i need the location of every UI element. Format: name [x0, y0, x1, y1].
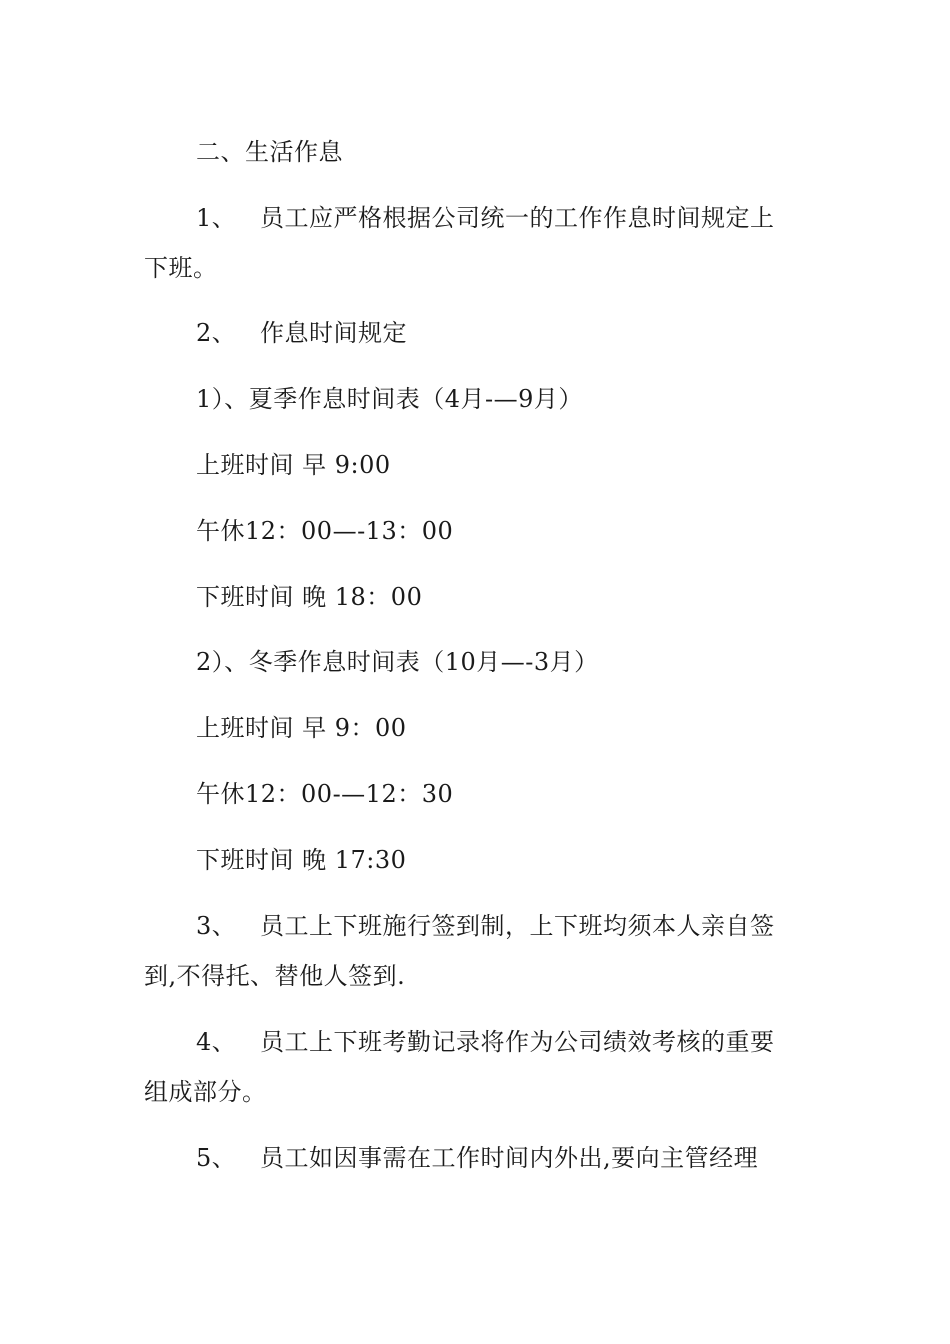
item-number: 2、: [196, 319, 237, 347]
item-text: 员工上下班考勤记录将作为公司绩效考核的重要: [260, 1028, 775, 1056]
item-number: 5、: [196, 1144, 237, 1172]
item-text: 员工上下班施行签到制，上下班均须本人亲自签: [260, 912, 775, 940]
winter-start-time: 上班时间 早 9：00: [196, 714, 407, 742]
winter-lunch-break: 午休12：00-—12：30: [196, 780, 454, 808]
winter-end-time: 下班时间 晚 17:30: [196, 846, 407, 874]
item-number: 4、: [196, 1028, 237, 1056]
paragraph-3: [196, 910, 775, 942]
item-text: 员工如因事需在工作时间内外出,要向主管经理: [260, 1144, 759, 1172]
section-title: 二、生活作息: [196, 138, 343, 166]
summer-schedule-heading: 1）、夏季作息时间表（4月-—9月）: [196, 385, 583, 413]
paragraph-2: [196, 317, 407, 349]
summer-end-time: 下班时间 晚 18：00: [196, 583, 423, 611]
item-number: 1、: [196, 204, 237, 232]
item-number: 3、: [196, 912, 237, 940]
paragraph-3-continuation: 到,不得托、替他人签到.: [144, 962, 406, 990]
paragraph-4-continuation: 组成部分。: [144, 1078, 267, 1106]
summer-lunch-break: 午休12：00—-13：00: [196, 517, 454, 545]
winter-schedule-heading: 2）、冬季作息时间表（10月—-3月）: [196, 648, 599, 676]
summer-start-time: 上班时间 早 9:00: [196, 451, 391, 479]
paragraph-1-continuation: 下班。: [144, 254, 218, 282]
item-text: 员工应严格根据公司统一的工作作息时间规定上: [260, 204, 775, 232]
item-text: 作息时间规定: [260, 319, 407, 347]
paragraph-5: [196, 1142, 758, 1174]
paragraph-1: [196, 202, 775, 234]
paragraph-4: [196, 1026, 775, 1058]
